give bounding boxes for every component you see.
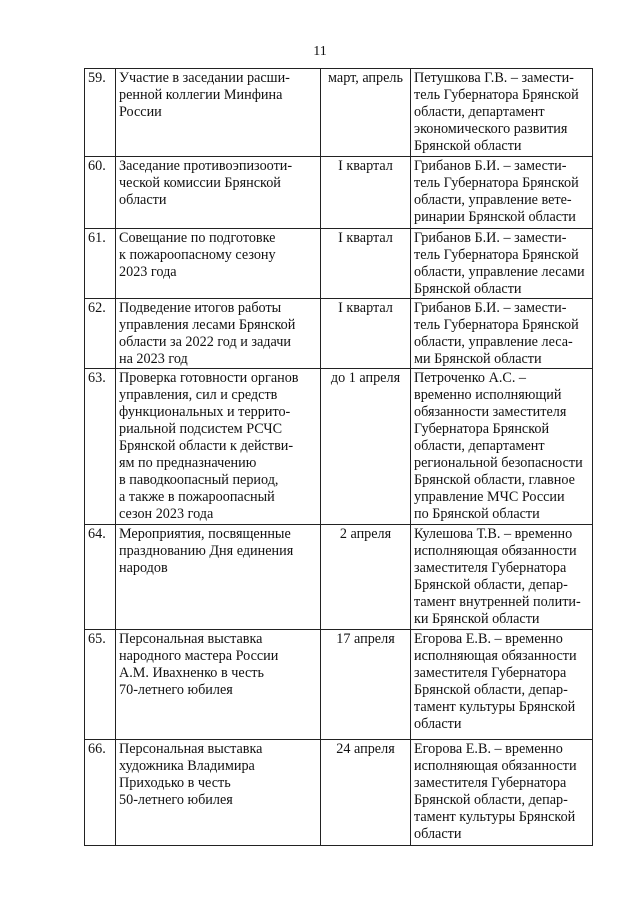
event-date: I квартал xyxy=(321,229,411,299)
row-number: 66. xyxy=(85,740,116,846)
event-date: до 1 апреля xyxy=(321,369,411,525)
table-row xyxy=(85,740,593,846)
row-number: 62. xyxy=(85,299,116,369)
event-name: Персональная выставка художника Владимира Приходько в честь 50-летнего юбилея xyxy=(116,740,321,846)
event-name: Персональная выставка народного мастера России А.М. Ивахненко в честь 70-летнего юбилея xyxy=(116,630,321,740)
row-number: 60. xyxy=(85,157,116,229)
events-table xyxy=(84,68,593,846)
event-name: Участие в заседании расши- ренной коллегии Минфина России xyxy=(116,69,321,157)
event-name: Заседание противоэпизооти- ческой комиссии Брянской области xyxy=(116,157,321,229)
responsible-person: Грибанов Б.И. – замести- тель Губернатора Брянской области, управление леса- ми Брянской области xyxy=(411,299,593,369)
page-number: 11 xyxy=(313,44,327,59)
responsible-person: Грибанов Б.И. – замести- тель Губернатора Брянской области, управление лесами Брянской области xyxy=(411,229,593,299)
table-row xyxy=(85,525,593,630)
responsible-person: Кулешова Т.В. – временно исполняющая обязанности заместителя Губернатора Брянской области, депар- тамент внутренней полити- ки Брянской области xyxy=(411,525,593,630)
table-row xyxy=(85,69,593,157)
table-row xyxy=(85,369,593,525)
responsible-person: Егорова Е.В. – временно исполняющая обязанности заместителя Губернатора Брянской области, депар- тамент культуры Брянской области xyxy=(411,630,593,740)
row-number: 59. xyxy=(85,69,116,157)
event-name: Мероприятия, посвященные празднованию Дня единения народов xyxy=(116,525,321,630)
table-row xyxy=(85,630,593,740)
event-date: 24 апреля xyxy=(321,740,411,846)
event-name: Проверка готовности органов управления, сил и средств функциональных и террито- риальной подсистем РСЧС Брянской области к действи- ям по предназначению в паводкоопасный период, а также в пожароопасный сезон 2023 года xyxy=(116,369,321,525)
event-date: I квартал xyxy=(321,299,411,369)
responsible-person: Петроченко А.С. – временно исполняющий обязанности заместителя Губернатора Брянской области, департамент региональной безопасности Брянской области, главное управление МЧС России по Брянской области xyxy=(411,369,593,525)
event-date: 17 апреля xyxy=(321,630,411,740)
row-number: 63. xyxy=(85,369,116,525)
responsible-person: Егорова Е.В. – временно исполняющая обязанности заместителя Губернатора Брянской области, депар- тамент культуры Брянской области xyxy=(411,740,593,846)
responsible-person: Грибанов Б.И. – замести- тель Губернатора Брянской области, управление вете- ринарии Брянской области xyxy=(411,157,593,229)
event-name: Совещание по подготовке к пожароопасному сезону 2023 года xyxy=(116,229,321,299)
event-name: Подведение итогов работы управления лесами Брянской области за 2022 год и задачи на 2023 год xyxy=(116,299,321,369)
table-row xyxy=(85,299,593,369)
event-date: 2 апреля xyxy=(321,525,411,630)
row-number: 65. xyxy=(85,630,116,740)
table-row xyxy=(85,229,593,299)
event-date: март, апрель xyxy=(321,69,411,157)
responsible-person: Петушкова Г.В. – замести- тель Губернатора Брянской области, департамент экономического развития Брянской области xyxy=(411,69,593,157)
row-number: 61. xyxy=(85,229,116,299)
event-date: I квартал xyxy=(321,157,411,229)
row-number: 64. xyxy=(85,525,116,630)
table-row xyxy=(85,157,593,229)
